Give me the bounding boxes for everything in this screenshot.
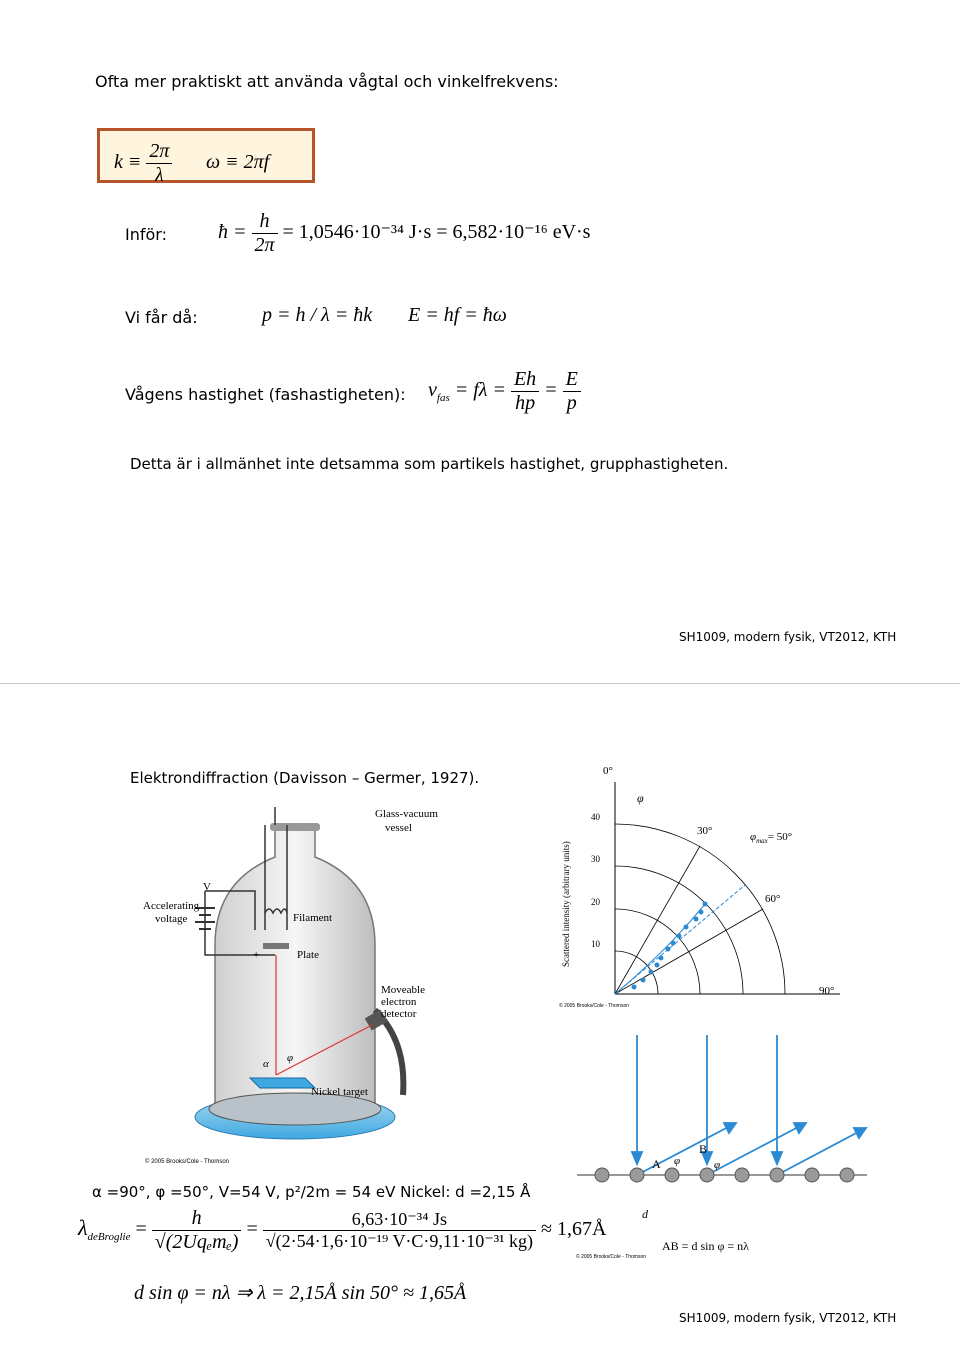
phimax-label: $\varphi_{max}= 50^\circ$ (750, 831, 793, 845)
bragg-equation: d sin φ = nλ ⇒ λ = 2,15Å sin 50° ≈ 1,65Å (134, 1282, 467, 1304)
label-A: A (652, 1157, 661, 1171)
equals-1: = (135, 1218, 147, 1241)
deg0-label: 0° (603, 765, 613, 777)
label-filament: Filament (293, 912, 333, 924)
label-nickel: Nickel target (311, 1086, 368, 1098)
hbar-fraction (252, 210, 278, 257)
v-fraction-1 (511, 368, 539, 415)
diffracted-beams (637, 1123, 866, 1175)
glass-jar-shape (215, 825, 375, 1115)
label-det-2: electron (381, 996, 417, 1008)
label-v: V (203, 881, 211, 893)
vifar-label: Vi får då: (125, 308, 198, 327)
hbar-value: = 1,0546·10⁻³⁴ J·s = 6,582·10⁻¹⁶ eV·s (282, 221, 591, 244)
label-plate: Plate (297, 949, 319, 961)
polar-intensity-plot (555, 762, 855, 1012)
hbar-equation (218, 210, 590, 257)
equals-2: = (246, 1218, 258, 1241)
polar-credit: © 2005 Brooks/Cole - Thomson (559, 1003, 630, 1009)
deg60-label: 60° (765, 893, 781, 905)
plate-electrode (263, 943, 289, 949)
parameters-line: α =90°, φ =50°, V=54 V, p²/2m = 54 eV Nickel: d =2,15 Å (92, 1183, 531, 1201)
k-numerator: 2π (146, 140, 172, 164)
label-glass: Glass-vacuum (375, 808, 438, 820)
phase-velocity-label: Vågens hastighet (fashastigheten): (125, 385, 406, 404)
debroglie-equation (78, 1207, 606, 1254)
group-velocity-note: Detta är i allmänhet inte detsamma som partikels hastighet, grupphastigheten. (130, 455, 729, 473)
nickel-target (250, 1078, 315, 1088)
label-det-3: detector (381, 1008, 417, 1020)
label-accel-2: voltage (155, 913, 188, 925)
value-denominator: √(2·54·1,6·10⁻¹⁹ V·C·9,11·10⁻³¹ kg) (265, 1231, 534, 1251)
lattice-equation: AB = d sin φ = nλ (662, 1239, 749, 1253)
debroglie-result: ≈ 1,67Å (541, 1218, 607, 1241)
hbar-lhs: ħ = (218, 221, 247, 244)
label-phi-2: φ (714, 1159, 721, 1171)
k-lhs: k ≡ (114, 151, 142, 174)
polar-ylabel: Scattered intensity (arbitrary units) (561, 841, 571, 967)
label-plus: + (253, 949, 260, 961)
v-equals: = (544, 379, 558, 402)
polar-phi-label: φ (637, 791, 644, 805)
k-definition (114, 140, 172, 187)
label-phi-1: φ (674, 1155, 681, 1167)
label-alpha: α (263, 1058, 269, 1070)
h-denominator: √(2Uqₑmₑ) (154, 1231, 239, 1253)
label-det-1: Moveable (381, 984, 425, 996)
k-fraction (146, 140, 172, 187)
v-num-2: E (563, 368, 581, 392)
label-d: d (642, 1207, 648, 1221)
tick-20: 20 (591, 897, 600, 907)
energy-equation: E = hf = ħω (408, 304, 507, 326)
label-accel-1: Accelerating (143, 900, 200, 912)
label-vessel: vessel (385, 822, 412, 834)
v-den-2: p (566, 392, 577, 414)
value-numerator: 6,63·10⁻³⁴ Js (263, 1209, 536, 1231)
v-den-1: hp (515, 392, 536, 414)
deg30-label: 30° (697, 825, 713, 837)
hbar-denominator: 2π (254, 234, 275, 256)
footer-1: SH1009, modern fysik, VT2012, KTH (679, 630, 897, 644)
phase-velocity-equation (428, 368, 581, 415)
infor-label: Inför: (125, 225, 167, 244)
lattice-diffraction-diagram (572, 1030, 872, 1260)
lattice-credit: © 2005 Brooks/Cole - Thomson (576, 1254, 647, 1260)
tick-40: 40 (591, 812, 600, 822)
omega-definition: ω ≡ 2πf (206, 151, 270, 173)
label-B: B (699, 1142, 708, 1156)
momentum-equation: p = h / λ = ħk (262, 304, 373, 326)
slide-separator (0, 683, 960, 684)
k-denominator: λ (155, 164, 164, 186)
jar-knob (270, 823, 320, 831)
v-subscript: fas (436, 392, 450, 405)
bell-jar-apparatus (135, 795, 465, 1170)
tick-10: 10 (591, 939, 600, 949)
label-phi: φ (287, 1052, 294, 1064)
footer-2: SH1009, modern fysik, VT2012, KTH (679, 1311, 897, 1325)
v-num-1: Eh (511, 368, 539, 392)
v-symbol: v (428, 379, 437, 402)
tick-30: 30 (591, 854, 600, 864)
v-middle: = fλ = (454, 379, 506, 402)
intro-text: Ofta mer praktiskt att använda vågtal och vinkelfrekvens: (95, 72, 559, 91)
hbar-numerator: h (252, 210, 278, 234)
deg90-label: 90° (819, 985, 835, 997)
apparatus-credit: © 2005 Brooks/Cole - Thomson (145, 1159, 230, 1165)
lambda-subscript: deBroglie (87, 1231, 131, 1244)
h-numerator: h (152, 1207, 242, 1231)
value-fraction (263, 1209, 536, 1252)
slide2-title: Elektrondiffraction (Davisson – Germer, 1927). (130, 769, 480, 787)
lambda-symbol: λ (78, 1215, 88, 1241)
h-fraction (152, 1207, 242, 1254)
v-fraction-2 (563, 368, 581, 415)
